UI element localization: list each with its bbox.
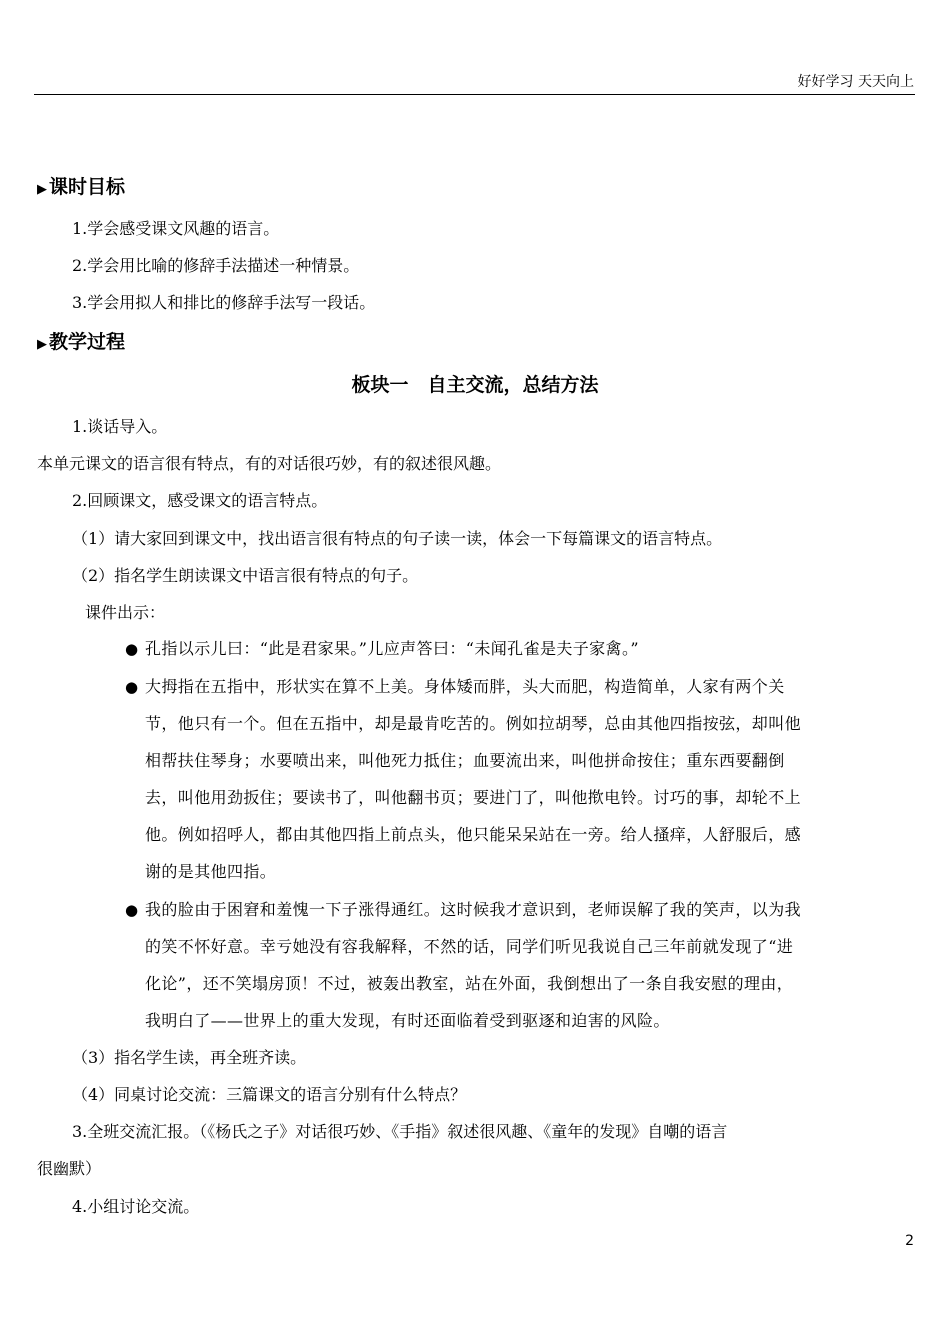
step-2: 2.回顾课文，感受课文的语言特点。 xyxy=(72,491,328,510)
step-2-substep-3: （3）指名学生读，再全班齐读。 xyxy=(72,1048,307,1067)
quote-3-line-3: 化论”，还不笑塌房顶！不过，被轰出教室，站在外面，我倒想出了一条自我安慰的理由， xyxy=(145,974,794,993)
step-1-text: 本单元课文的语言很有特点，有的对话很巧妙，有的叙述很风趣。 xyxy=(37,454,502,473)
step-3-line-1: 3.全班交流汇报。（《杨氏之子》对话很巧妙、《手指》叙述很风趣、《童年的发现》自嘲的语言 xyxy=(72,1122,728,1141)
quote-1-line-1: 孔指以示儿曰：“此是君家果。”儿应声答曰：“未闻孔雀是夫子家禽。” xyxy=(145,639,639,658)
bullet-icon: ● xyxy=(125,901,139,919)
quote-2-line-2: 节，他只有一个。但在五指中，却是最肯吃苦的。例如拉胡琴，总由其他四指按弦，却叫他 xyxy=(145,714,802,733)
header-divider xyxy=(34,94,915,95)
page-number: 2 xyxy=(905,1233,914,1249)
quote-3-line-1: 我的脸由于困窘和羞愧一下子涨得通红。这时候我才意识到，老师误解了我的笑声，以为我 xyxy=(145,900,802,919)
objective-item-2: 2.学会用比喻的修辞手法描述一种情景。 xyxy=(72,256,360,275)
objective-item-3: 3.学会用拟人和排比的修辞手法写一段话。 xyxy=(72,293,376,312)
header-slogan: 好好学习 天天向上 xyxy=(797,74,914,90)
process-title: 教学过程 xyxy=(49,331,126,353)
quote-2-line-1: 大拇指在五指中，形状实在算不上美。身体矮而胖，头大而肥，构造简单，人家有两个关 xyxy=(145,677,785,696)
quote-2-line-4: 去，叫他用劲扳住；要读书了，叫他翻书页；要进门了，叫他揿电铃。讨巧的事，却轮不上 xyxy=(145,788,802,807)
step-4: 4.小组讨论交流。 xyxy=(72,1197,200,1216)
step-3-line-2: 很幽默） xyxy=(37,1159,102,1178)
step-2-substep-4: （4）同桌讨论交流：三篇课文的语言分别有什么特点？ xyxy=(72,1085,467,1104)
quote-3-line-4: 我明白了——世界上的重大发现，有时还面临着受到驱逐和迫害的风险。 xyxy=(145,1011,670,1030)
quote-2-line-6: 谢的是其他四指。 xyxy=(145,862,277,881)
triangle-marker-icon: ▶ xyxy=(37,337,47,352)
bullet-icon: ● xyxy=(125,640,139,658)
process-heading xyxy=(37,330,125,357)
block-title: 板块一 自主交流，总结方法 xyxy=(351,374,599,396)
triangle-marker-icon: ▶ xyxy=(37,182,47,197)
quote-2-line-5: 他。例如招呼人，都由其他四指上前点头，他只能呆呆站在一旁。给人搔痒，人舒服后，感 xyxy=(145,825,802,844)
step-2-substep-1: （1）请大家回到课文中，找出语言很有特点的句子读一读，体会一下每篇课文的语言特点。 xyxy=(72,529,723,548)
objectives-title: 课时目标 xyxy=(49,176,126,198)
objective-item-1: 1.学会感受课文风趣的语言。 xyxy=(72,219,280,238)
step-1: 1.谈话导入。 xyxy=(72,417,168,436)
objectives-heading xyxy=(37,175,125,202)
quote-2-line-3: 相帮扶住琴身；水要喷出来，叫他死力抵住；血要流出来，叫他拼命按住；重东西要翻倒 xyxy=(145,751,785,770)
bullet-icon: ● xyxy=(125,678,139,696)
step-2-substep-2: （2）指名学生朗读课文中语言很有特点的句子。 xyxy=(72,566,419,585)
quote-3-line-2: 的笑不怀好意。幸亏她没有容我解释，不然的话，同学们听见我说自己三年前就发现了“进 xyxy=(145,937,794,956)
courseware-label: 课件出示： xyxy=(85,603,166,622)
